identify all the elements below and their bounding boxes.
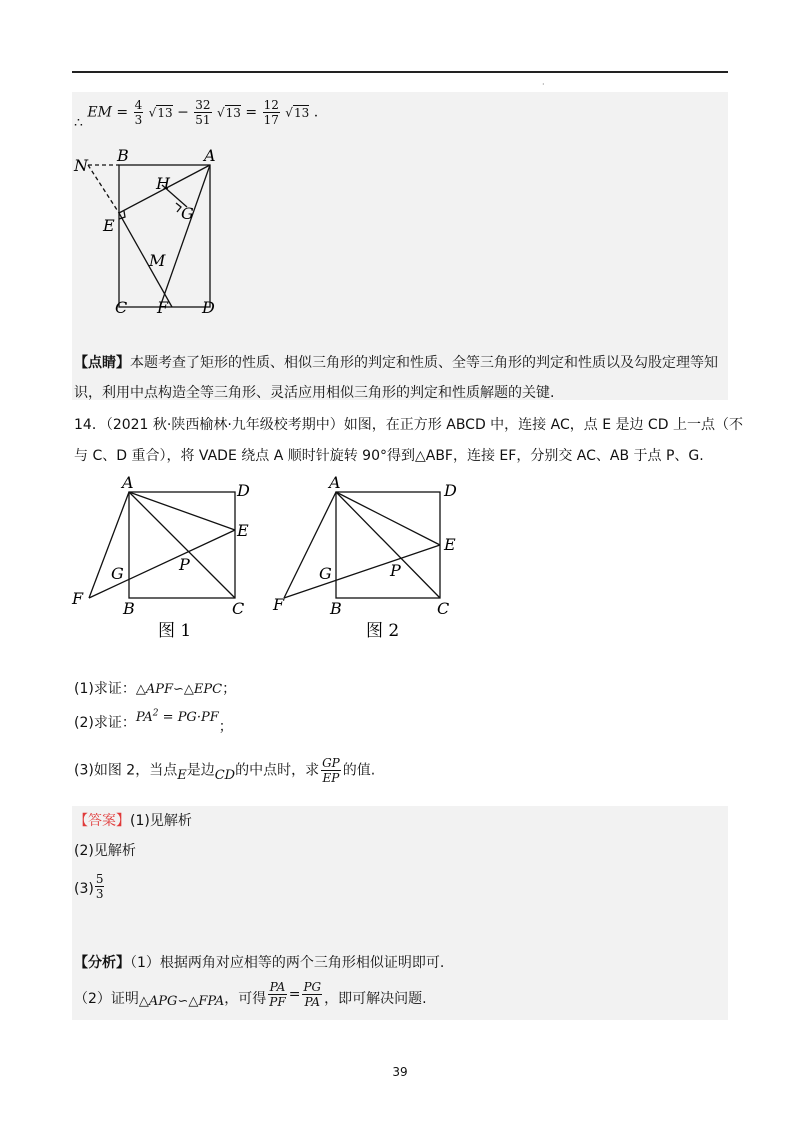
fig2-caption: 图 2 [366,621,400,641]
analysis-2: （2）证明△APG∽△FPA，可得 $\frac{PA}{PF}$ = $\frac{PG}{PA}$ ，即可解决问题. [74,980,427,1009]
svg-text:E: E [444,535,456,554]
stray-mark: · [542,80,545,89]
frac-32-51: $\frac{32}{51}$ [195,98,211,127]
label-M: M [149,251,166,270]
label-C: C [115,298,128,317]
svg-text:B: B [123,599,135,618]
header-rule [72,71,728,73]
fig1-caption: 图 1 [158,621,192,641]
svg-text:A: A [329,474,341,492]
rectangle-figure [72,145,232,320]
frac-pg-pa: $\frac{PG}{PA}$ [303,980,322,1009]
answer-1: 【答案】(1)见解析 [74,813,192,829]
label-B: B [117,146,129,165]
svg-text:F: F [72,589,84,608]
label-D: D [202,298,215,317]
label-N: N [74,156,88,175]
label-H: H [156,174,170,193]
figure-1 [66,474,271,644]
svg-text:B: B [330,599,342,618]
dianjing-line2: 识，利用中点构造全等三角形、灵活应用相似三角形的判定和性质解题的关键. [74,385,555,401]
figure-2 [270,474,470,644]
svg-text:P: P [390,561,401,580]
analysis-1: 【分析】（1）根据两角对应相等的两个三角形相似证明即可. [74,955,445,971]
frac-pa-pf: $\frac{PA}{PF}$ [269,980,286,1009]
answer-3: (3) $\frac{5}{3}$ [74,872,104,901]
svg-text:F: F [273,595,285,614]
svg-text:G: G [319,564,332,583]
label-E: E [103,216,115,235]
q14-line1: 14．（2021 秋·陕西榆林·九年级校考期中）如图，在正方形 ABCD 中，连接 AC，点 E 是边 CD 上一点（不 [74,417,743,433]
svg-text:A: A [122,474,134,492]
answer-2: (2)见解析 [74,843,136,859]
svg-text:G: G [111,564,124,583]
svg-text:P: P [179,555,190,574]
dianjing-line1: 【点睛】本题考查了矩形的性质、相似三角形的判定和性质、全等三角形的判定和性质以及勾股定理等知 [74,355,718,371]
page-number: 39 [392,1065,408,1079]
q14-line2: 与 C、D 重合），将 VADE 绕点 A 顺时针旋转 90°得到△ABF，连接 EF，分别交 AC、AB 于点 P、G. [74,448,704,464]
frac-gp-ep: $\frac{GP}{EP}$ [322,756,340,785]
svg-text:C: C [232,599,245,618]
em-equation: ∴ EM = $\frac{4}{3}$ √13 − $\frac{32}{51}$ √13 = $\frac{12}{17}$ √13 . [74,98,319,131]
svg-text:D: D [444,481,457,500]
label-A: A [204,146,216,165]
part-1: (1)求证：△APF∽△EPC； [74,681,237,697]
svg-text:C: C [437,599,450,618]
label-G: G [181,204,194,223]
frac-4-3: $\frac{4}{3}$ [134,98,143,127]
label-F: F [157,298,169,317]
svg-text:D: D [237,481,250,500]
part-3: (3)如图 2，当点E是边CD的中点时，求 $\frac{GP}{EP}$ 的值. [74,756,376,785]
svg-text:E: E [237,521,249,540]
frac-5-3: $\frac{5}{3}$ [95,872,104,901]
frac-12-17: $\frac{12}{17}$ [263,98,279,127]
part-2: (2)求证：$PA^2 = PG\cdot PF$； [74,708,233,735]
